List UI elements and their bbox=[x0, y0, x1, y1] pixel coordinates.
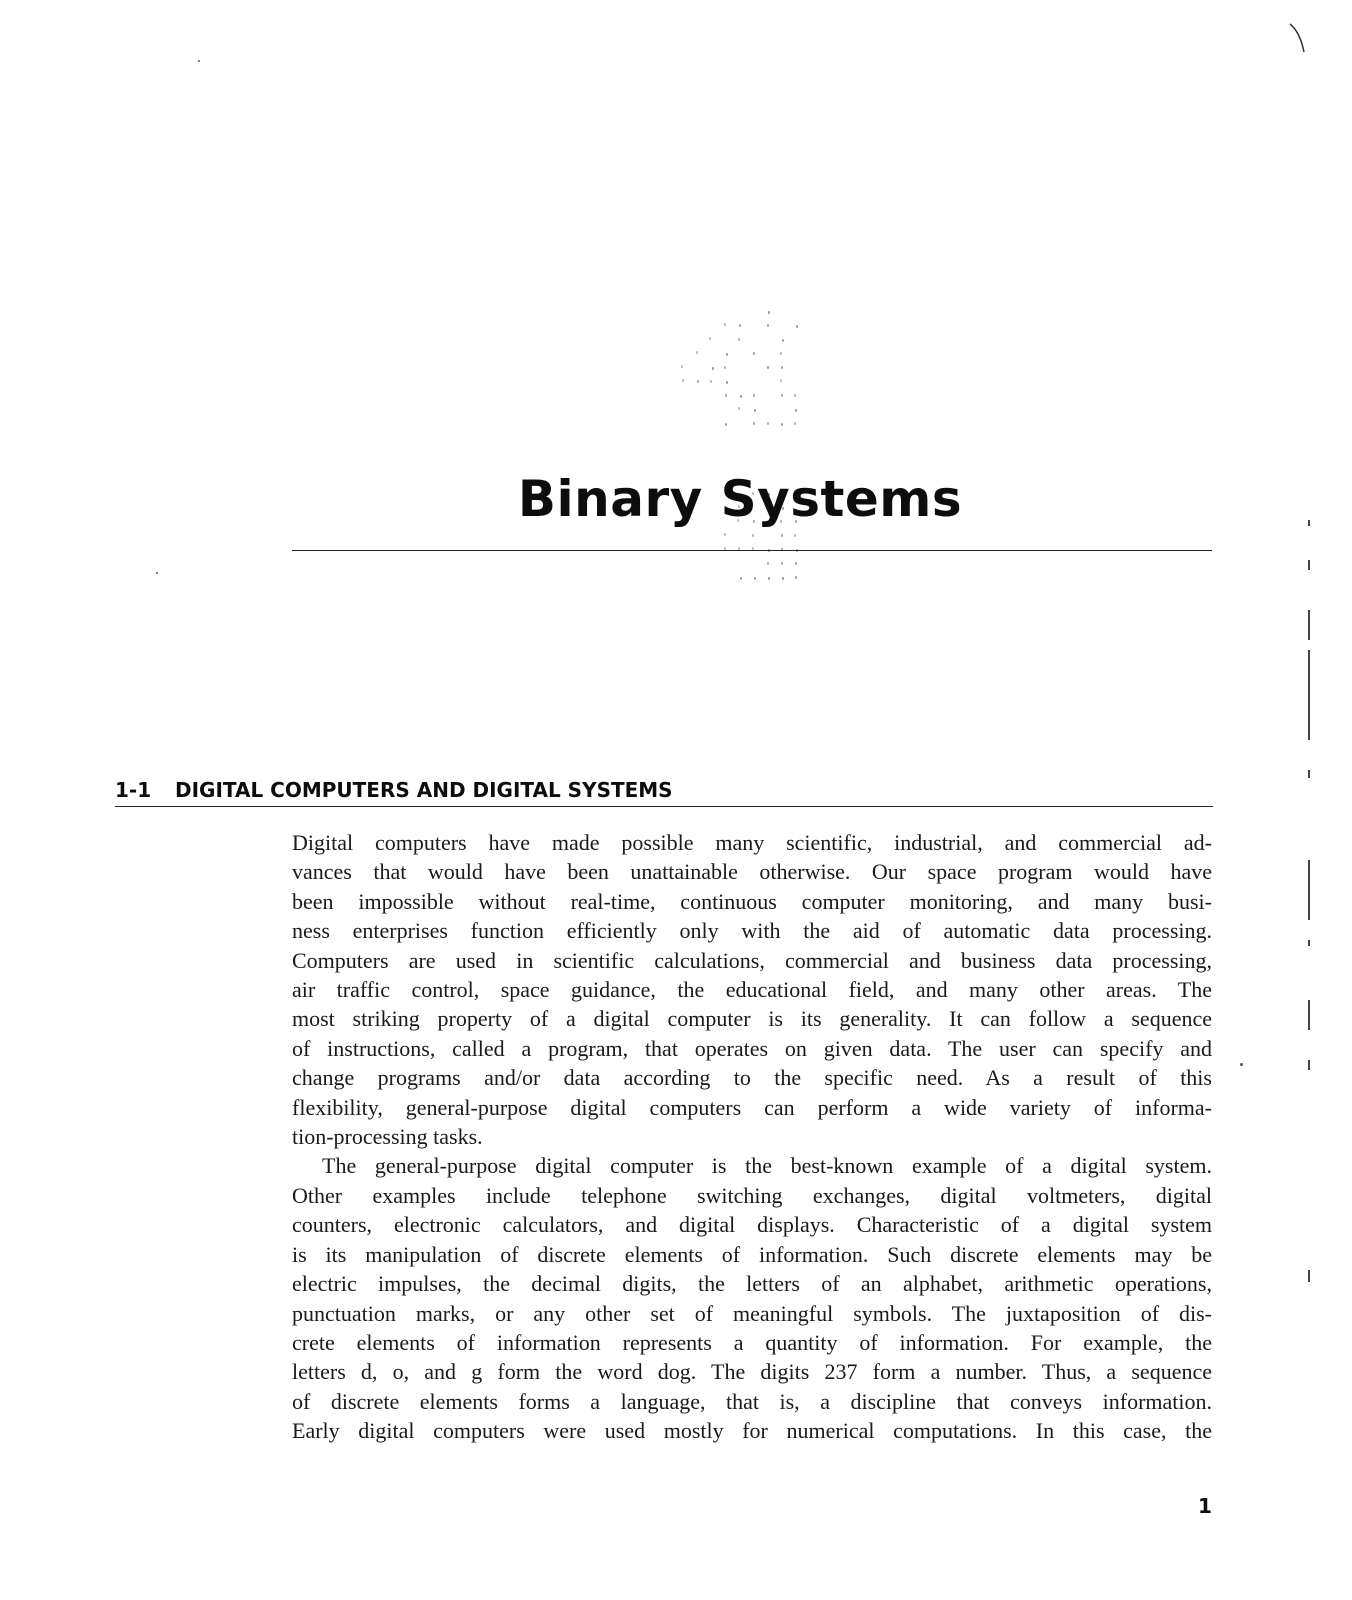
pattern-dot bbox=[740, 395, 742, 398]
pattern-dot bbox=[738, 338, 740, 341]
section-title: DIGITAL COMPUTERS AND DIGITAL SYSTEMS bbox=[175, 778, 673, 802]
margin-tick bbox=[1308, 940, 1310, 946]
text-line: is its manipulation of discrete elements of information. Such discrete elements may be bbox=[292, 1241, 1212, 1267]
margin-tick bbox=[1308, 1060, 1310, 1070]
text-line: vances that would have been unattainable otherwise. Our space program would have bbox=[292, 859, 1212, 885]
pattern-dot bbox=[725, 423, 727, 426]
text-line: letters d, o, and g form the word dog. The digits 237 form a number. Thus, a sequence bbox=[292, 1359, 1212, 1385]
pattern-dot bbox=[754, 409, 756, 412]
pattern-dot bbox=[782, 339, 784, 342]
text-line: flexibility, general-purpose digital computers can perform a wide variety of informa- bbox=[292, 1094, 1212, 1120]
pattern-dot bbox=[681, 365, 683, 368]
margin-tick bbox=[1308, 610, 1310, 640]
text-line: ness enterprises function efficiently only with the aid of automatic data processing. bbox=[292, 918, 1212, 944]
text-line: most striking property of a digital computer is its generality. It can follow a sequence bbox=[292, 1006, 1212, 1032]
text-line: change programs and/or data according to the specific need. As a result of this bbox=[292, 1065, 1212, 1091]
margin-tick bbox=[1308, 1000, 1310, 1030]
paragraph-2 bbox=[292, 1151, 1212, 1445]
pattern-dot bbox=[754, 577, 756, 580]
pattern-dot bbox=[726, 381, 728, 384]
pattern-dot bbox=[781, 562, 783, 565]
pattern-dot bbox=[697, 380, 699, 383]
pattern-dot bbox=[696, 351, 698, 354]
pattern-dot bbox=[794, 394, 796, 397]
scan-speckle bbox=[198, 60, 200, 62]
pattern-dot bbox=[710, 380, 712, 383]
pattern-dot bbox=[780, 379, 782, 382]
scan-corner-mark bbox=[1288, 22, 1308, 62]
pattern-dot bbox=[767, 422, 769, 425]
pattern-dot bbox=[767, 562, 769, 565]
pattern-dot bbox=[753, 352, 755, 355]
pattern-dot bbox=[753, 422, 755, 425]
pattern-dot bbox=[768, 577, 770, 580]
chapter-numeral-dot-pattern bbox=[680, 308, 820, 608]
pattern-dot bbox=[726, 353, 728, 356]
pattern-dot bbox=[709, 337, 711, 340]
text-line: electric impulses, the decimal digits, the letters of an alphabet, arithmetic operations, bbox=[292, 1271, 1212, 1297]
margin-tick bbox=[1308, 860, 1310, 920]
pattern-dot bbox=[712, 367, 714, 370]
pattern-dot bbox=[767, 324, 769, 327]
page-number: 1 bbox=[1198, 1494, 1212, 1518]
pattern-dot bbox=[682, 379, 684, 382]
pattern-dot bbox=[794, 534, 796, 537]
pattern-dot bbox=[796, 325, 798, 328]
text-line: Digital computers have made possible many scientific, industrial, and commercial ad- bbox=[292, 830, 1212, 855]
pattern-dot bbox=[724, 323, 726, 326]
text-line: Computers are used in scientific calculations, commercial and business data processing, bbox=[292, 947, 1212, 973]
pattern-dot bbox=[795, 409, 797, 412]
text-line: air traffic control, space guidance, the educational field, and many other areas. The bbox=[292, 977, 1212, 1003]
text-line: crete elements of information represents a quantity of information. For example, the bbox=[292, 1329, 1212, 1355]
text-line: of instructions, called a program, that operates on given data. The user can specify and bbox=[292, 1035, 1212, 1061]
section-number: 1-1 bbox=[115, 778, 152, 802]
chapter-title: Binary Systems bbox=[517, 470, 963, 528]
text-line: counters, electronic calculators, and digital displays. Characteristic of a digital system bbox=[292, 1212, 1212, 1238]
margin-tick bbox=[1308, 520, 1310, 526]
pattern-dot bbox=[768, 311, 770, 314]
pattern-dot bbox=[782, 577, 784, 580]
scan-margin-marks bbox=[1308, 520, 1312, 1320]
pattern-dot bbox=[724, 533, 726, 536]
pattern-dot bbox=[725, 394, 727, 397]
pattern-dot bbox=[795, 576, 797, 579]
pattern-dot bbox=[781, 394, 783, 397]
pattern-dot bbox=[780, 352, 782, 355]
text-line: Other examples include telephone switching exchanges, digital voltmeters, digital bbox=[292, 1182, 1212, 1208]
chapter-title-rule bbox=[292, 550, 1212, 551]
pattern-dot bbox=[781, 366, 783, 369]
pattern-dot bbox=[767, 366, 769, 369]
paragraph-1 bbox=[292, 828, 1212, 1151]
pattern-dot bbox=[752, 534, 754, 537]
pattern-dot bbox=[781, 534, 783, 537]
body-text bbox=[292, 828, 1212, 1446]
text-line: been impossible without real-time, continuous computer monitoring, and many busi- bbox=[292, 888, 1212, 914]
text-line: Early digital computers were used mostly for numerical computations. In this case, the bbox=[292, 1418, 1212, 1444]
margin-tick bbox=[1308, 770, 1310, 778]
text-line: punctuation marks, or any other set of meaningful symbols. The juxtaposition of dis- bbox=[292, 1300, 1212, 1326]
pattern-dot bbox=[781, 423, 783, 426]
scan-speckle bbox=[1240, 1063, 1243, 1066]
text-line: The general-purpose digital computer is the best-known example of a digital system. bbox=[322, 1153, 1212, 1179]
section-heading bbox=[115, 778, 1213, 807]
margin-tick bbox=[1308, 1270, 1310, 1282]
pattern-dot bbox=[739, 324, 741, 327]
scan-speckle bbox=[156, 572, 158, 574]
pattern-dot bbox=[738, 407, 740, 410]
pattern-dot bbox=[794, 422, 796, 425]
pattern-dot bbox=[753, 394, 755, 397]
text-line: tion-processing tasks. bbox=[292, 1124, 483, 1150]
margin-tick bbox=[1308, 560, 1310, 570]
pattern-dot bbox=[795, 562, 797, 565]
pattern-dot bbox=[724, 366, 726, 369]
text-line: of discrete elements forms a language, that is, a discipline that conveys information. bbox=[292, 1388, 1212, 1414]
margin-tick bbox=[1308, 650, 1310, 740]
pattern-dot bbox=[740, 577, 742, 580]
